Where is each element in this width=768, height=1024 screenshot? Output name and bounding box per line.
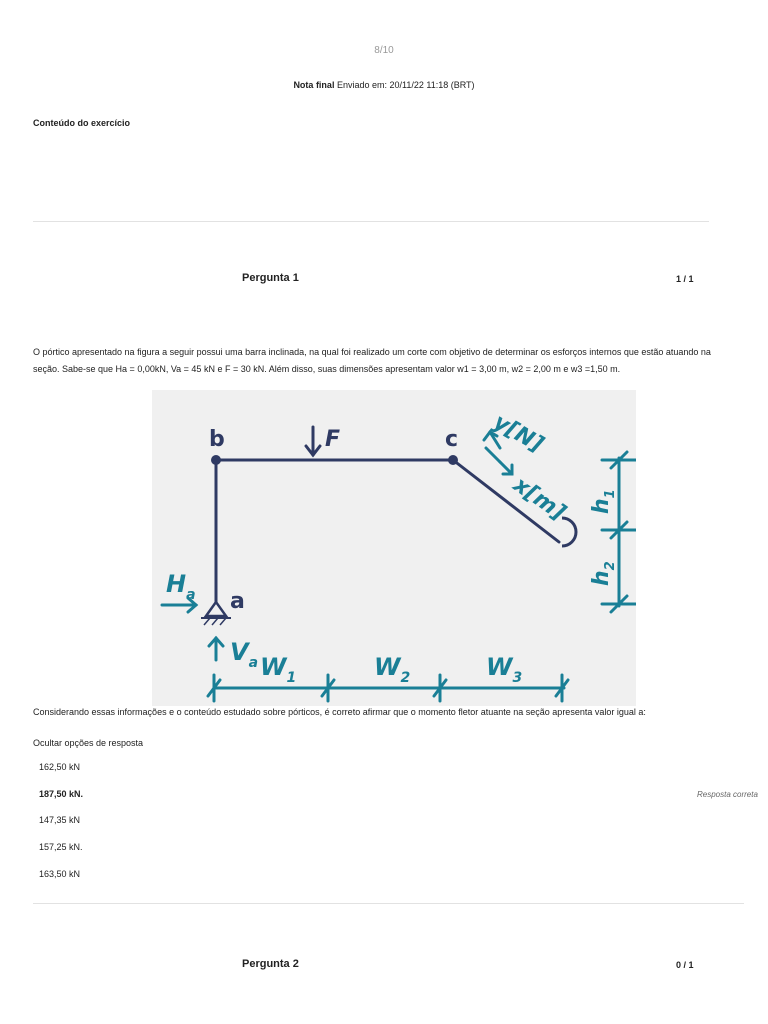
question-1-text-line-1: O pórtico apresentado na figura a seguir possui uma barra inclinada, na qual foi realizado um corte com objetivo de determinar os esforços internos que estão atuando na [33,347,711,357]
answer-option[interactable]: 157,25 kN. [39,842,83,852]
label-h2: $h_2$ [589,561,618,586]
label-ha: $H_a$ [166,570,196,603]
label-c: c [445,427,459,452]
divider [33,903,744,904]
label-x-axis: x[m] [508,472,570,526]
question-1-prompt: Considerando essas informações e o conteúdo estudado sobre pórticos, é correto afirmar que o momento fletor atuante na seção apresenta valor igual a: [33,707,646,717]
label-w1: $W_1$ [260,653,297,686]
submitted-date: Enviado em: 20/11/22 11:18 (BRT) [336,80,475,90]
label-y-axis: y[N] [489,409,548,458]
label-f: F [325,427,341,452]
submission-info [0,80,768,90]
label-w2: $W_2$ [374,653,411,686]
label-w3: $W_3$ [486,653,523,686]
question-1-text-line-2: seção. Sabe-se que Ha = 0,00kN, Va = 45 kN e F = 30 kN. Além disso, suas dimensões apresentam valor w1 = 3,00 m, w2 = 2,00 m e w3 =1,50 m. [33,364,621,374]
content-title: Conteúdo do exercício [33,118,131,128]
answer-option[interactable]: 147,35 kN [39,815,81,825]
node-b [211,455,221,465]
label-va: $V_a$ [230,638,259,671]
final-grade-label: Nota final [293,80,335,90]
score-indicator: 8/10 [374,45,394,56]
question-2-score: 0 / 1 [676,960,694,970]
answer-option[interactable]: 162,50 kN [39,762,81,772]
label-b: b [209,427,225,452]
correct-answer-note: Resposta correta [697,790,758,799]
divider [33,221,709,222]
label-a: a [230,589,245,614]
label-h1: $h_1$ [589,489,618,514]
answer-option[interactable]: 163,50 kN [39,869,81,879]
toggle-answer-options-link[interactable]: Ocultar opções de resposta [33,738,144,748]
question-1-text [33,344,768,378]
question-1-score: 1 / 1 [676,274,694,284]
portico-figure [152,390,636,706]
answer-option-selected[interactable]: 187,50 kN. [39,789,84,799]
node-c [448,455,458,465]
question-2-title: Pergunta 2 [242,958,299,970]
question-1-title: Pergunta 1 [242,272,299,284]
